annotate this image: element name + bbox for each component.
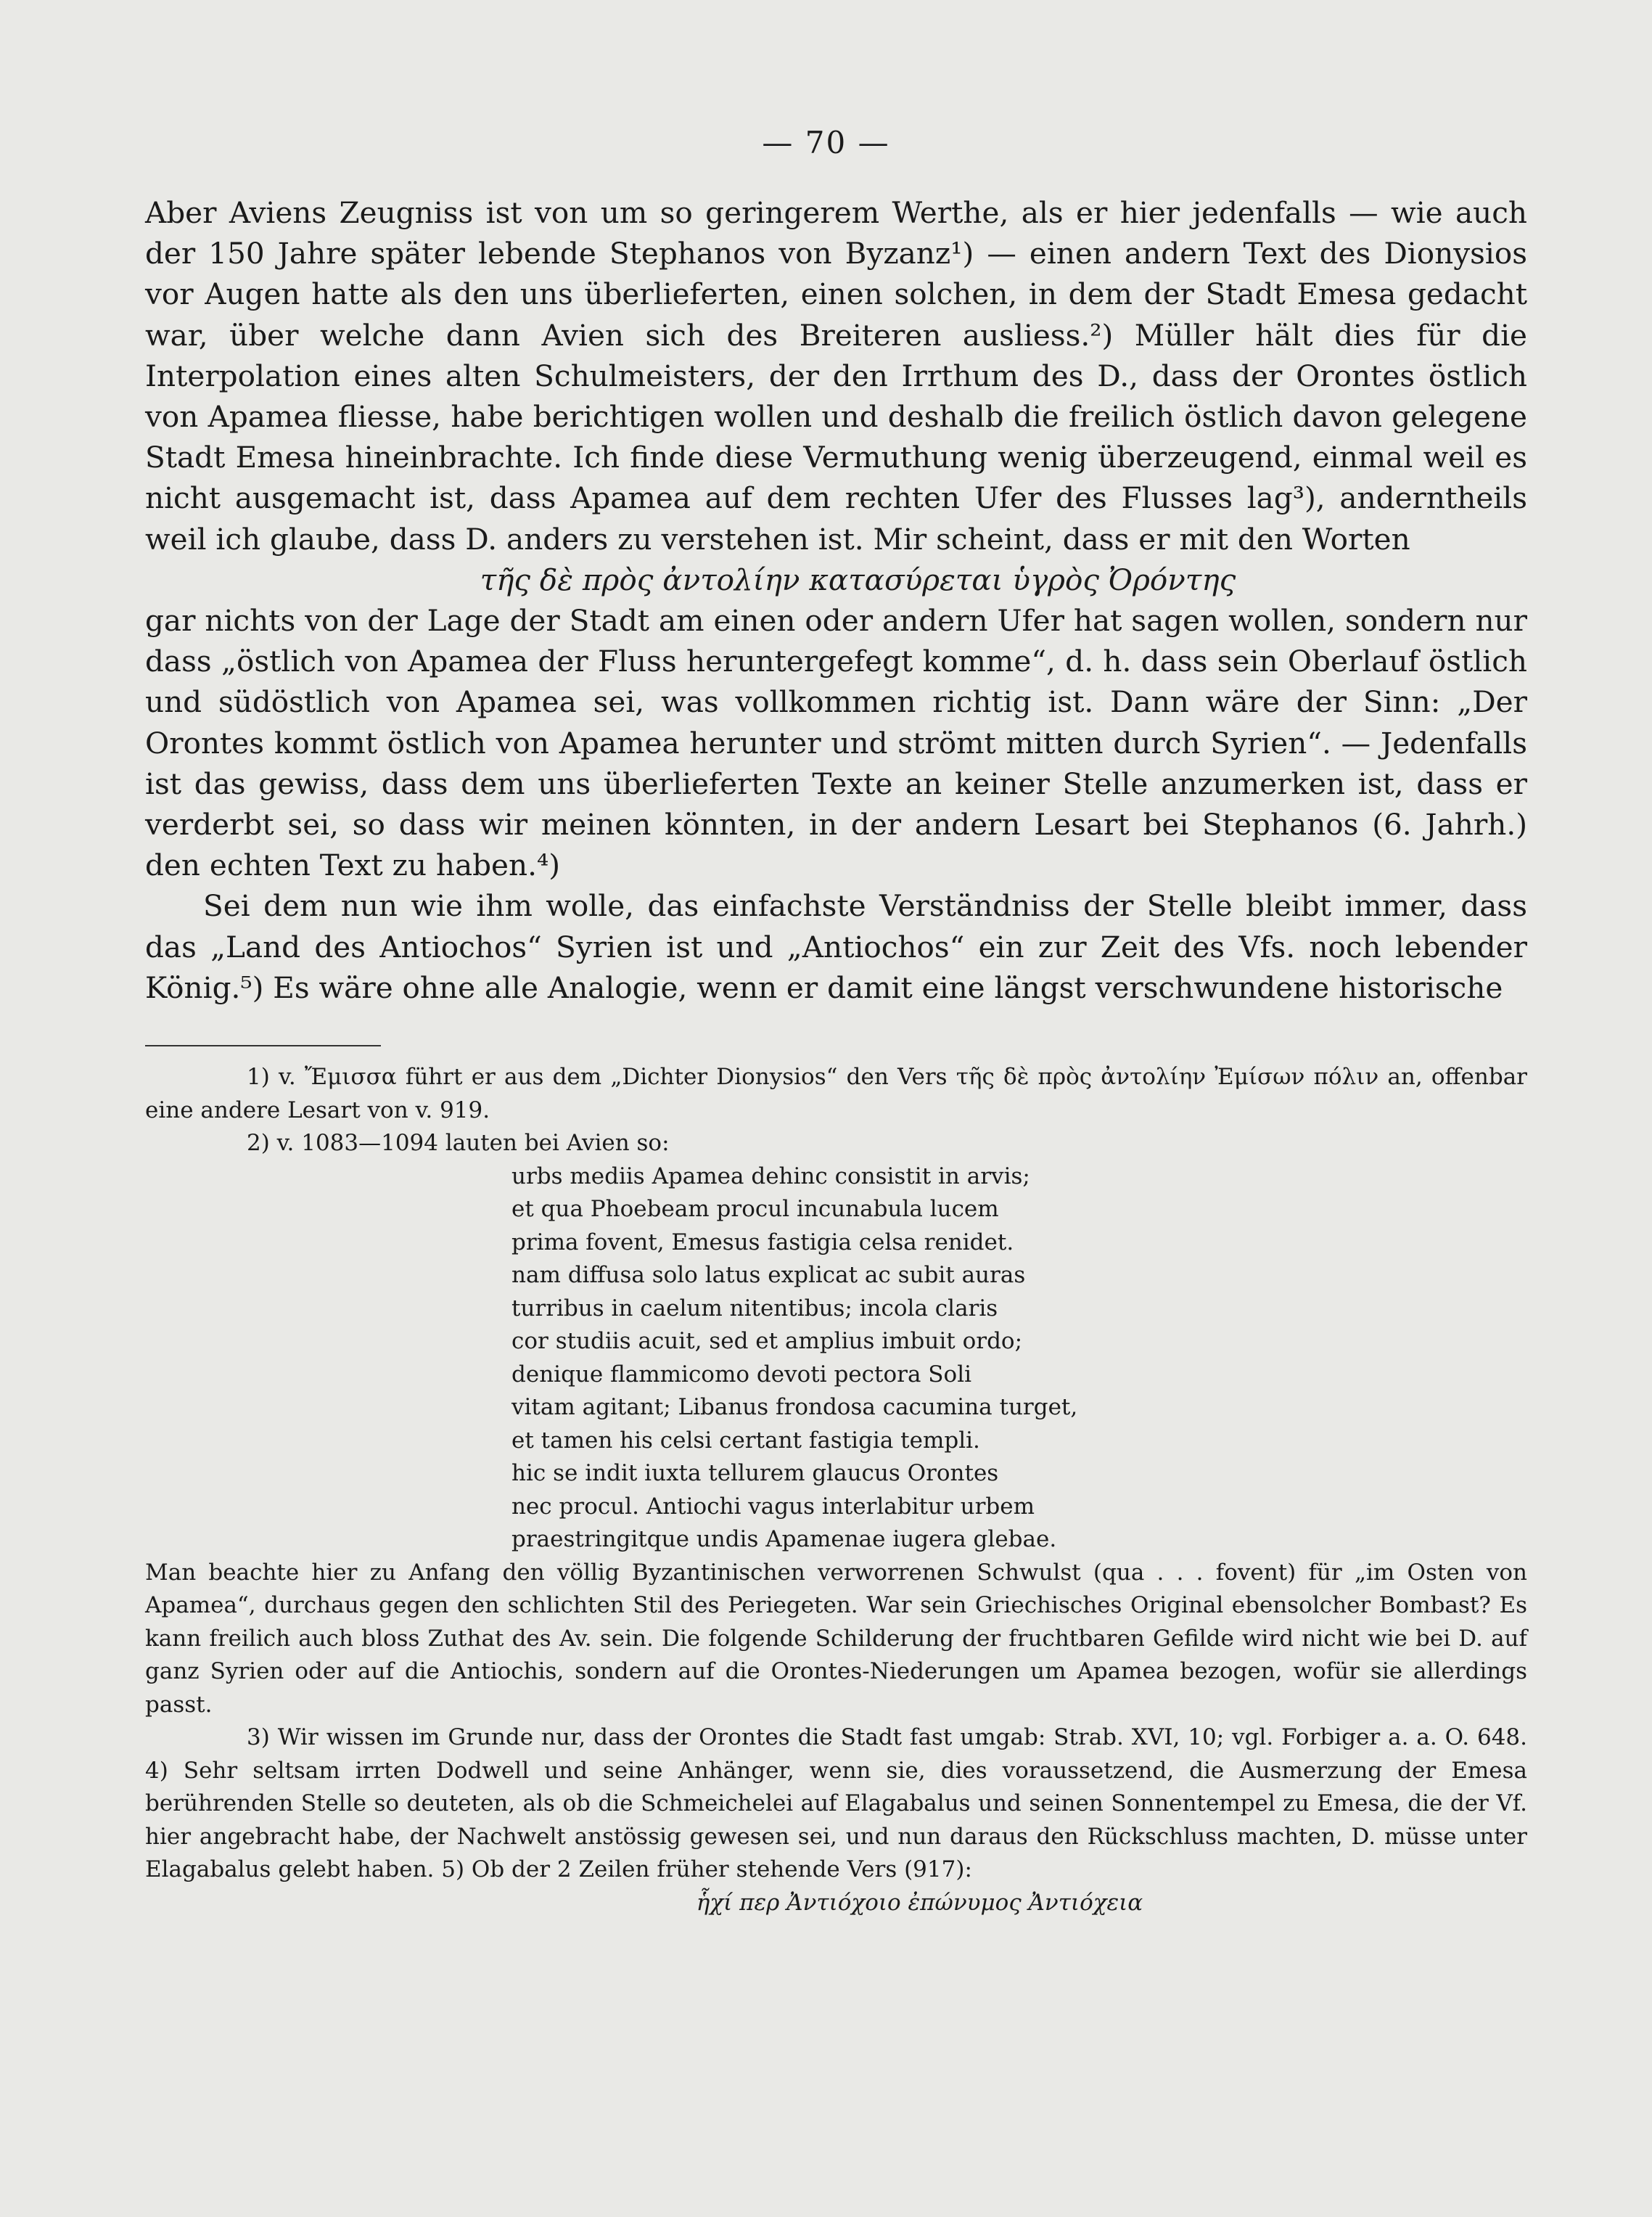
greek-verse-917: ἧχί περ Ἀντιόχοιο ἐπώνυμος Ἀντιόχεια [696,1889,1143,1916]
main-text [145,192,1527,1008]
poem-line: nec procul. Antiochi vagus interlabitur urbem [511,1493,1035,1520]
poem-line: et tamen his celsi certant fastigia templi. [511,1427,980,1454]
footnote-divider [145,1045,381,1046]
footnote-1: 1) v. Ἔμισσα führt er aus dem „Dichter Dionysios“ den Vers τῆς δὲ πρὸς ἀντολίην Ἐμίσων πόλιν an, offenbar eine andere Lesart von v. 919. [145,1064,1527,1123]
poem-line: cor studiis acuit, sed et amplius imbuit ordo; [511,1328,1023,1354]
footnote-2-intro: 2) v. 1083—1094 lauten bei Avien so: [247,1130,670,1156]
avienus-poem [511,1160,1527,1557]
footnote-2-comment: Man beachte hier zu Anfang den völlig Byzantinischen verworrenen Schwulst (qua . . . fovent) für „im Osten von Apamea“, durchaus gegen den schlichten Stil des Periegeten. War sein Griechisches Original ebensolcher Bombast? Es kann freilich auch bloss Zuthat des Av. sein. Die folgende Schilderung der fruchtbaren Gefilde wird nicht wie bei D. auf ganz Syrien oder auf die Antiochis, sondern auf die Orontes-Niederungen um Apamea bezogen, wofür sie allerdings passt. [145,1559,1527,1718]
greek-quotation: τῆς δὲ πρὸς ἀντολίην κατασύρεται ὑγρὸς Ὀρόντης [480,562,1236,597]
page-number: — 70 — [762,125,890,160]
paragraph-3: Sei dem nun wie ihm wolle, das einfachste Verständniss der Stelle bleibt immer, dass das „Land des Antiochos“ Syrien ist und „Antiochos“ ein zur Zeit des Vfs. noch lebender König.⁵) Es wäre ohne alle Analogie, wenn er damit eine längst verschwundene historische [145,888,1527,1005]
poem-line: denique flammicomo devoti pectora Soli [511,1361,972,1388]
poem-line: vitam agitant; Libanus frondosa cacumina turget, [511,1394,1078,1420]
poem-line: urbs mediis Apamea dehinc consistit in arvis; [511,1163,1030,1189]
poem-line: praestringitque undis Apamenae iugera glebae. [511,1526,1057,1552]
paragraph-2: gar nichts von der Lage der Stadt am einen oder andern Ufer hat sagen wollen, sondern nur dass „östlich von Apamea der Fluss heruntergefegt komme“, d. h. dass sein Oberlauf östlich und südöstlich von Apamea sei, was vollkommen richtig ist. Dann wäre der Sinn: „Der Orontes kommt östlich von Apamea herunter und strömt mitten durch Syrien“. — Jedenfalls ist das gewiss, dass dem uns überlieferten Texte an keiner Stelle anzumerken ist, dass er verderbt sei, so dass wir meinen könnten, in der andern Lesart bei Stephanos (6. Jahrh.) den echten Text zu haben.⁴) [145,603,1527,883]
poem-line: hic se indit iuxta tellurem glaucus Orontes [511,1460,999,1486]
paragraph-1: Aber Aviens Zeugniss ist von um so geringerem Werthe, als er hier jedenfalls — wie auch der 150 Jahre später lebende Stephanos von Byzanz¹) — einen andern Text des Dionysios vor Augen hatte als den uns überlieferten, einen solchen, in dem der Stadt Emesa gedacht war, über welche dann Avien sich des Breiteren ausliess.²) Müller hält dies für die Interpolation eines alten Schulmeisters, der den Irrthum des D., dass der Orontes östlich von Apamea fliesse, habe berichtigen wollen und deshalb die freilich östlich davon gelegene Stadt Emesa hineinbrachte. Ich finde diese Vermuthung wenig überzeugend, einmal weil es nicht ausgemacht ist, dass Apamea auf dem rechten Ufer des Flusses lag³), anderntheils weil ich glaube, dass D. anders zu verstehen ist. Mir scheint, dass er mit den Worten [145,195,1527,557]
poem-line: et qua Phoebeam procul incunabula lucem [511,1196,999,1222]
poem-line: turribus in caelum nitentibus; incola claris [511,1295,998,1321]
footnotes [145,1061,1527,1919]
footnotes-3-4-5: 3) Wir wissen im Grunde nur, dass der Orontes die Stadt fast umgab: Strab. XVI, 10; vgl. Forbiger a. a. O. 648. 4) Sehr seltsam irrten Dodwell und seine Anhänger, wenn sie, dies voraussetzend, die Ausmerzung der Emesa berührenden Stelle so deuteten, als ob die Schmeichelei auf Elagabalus und seinen Sonnentempel zu Emesa, die der Vf. hier angebracht habe, der Nachwelt anstössig gewesen sei, und nun daraus den Rückschluss machten, D. müsse unter Elagabalus gelebt haben. 5) Ob der 2 Zeilen früher stehende Vers (917): [145,1724,1527,1882]
poem-line: nam diffusa solo latus explicat ac subit auras [511,1262,1026,1288]
poem-line: prima fovent, Emesus fastigia celsa renidet. [511,1229,1014,1255]
